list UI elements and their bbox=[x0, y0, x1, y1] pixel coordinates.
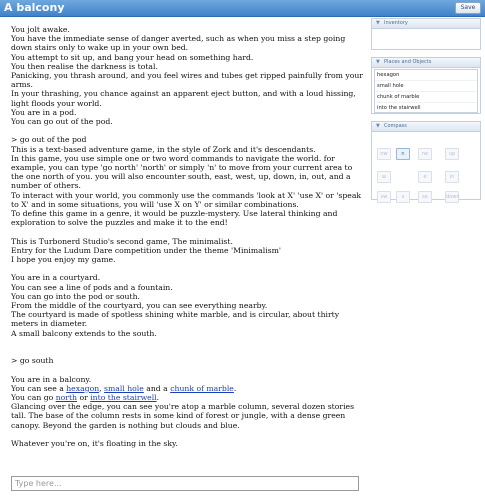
link-north[interactable]: north bbox=[55, 393, 78, 403]
compass-in-button[interactable]: in bbox=[445, 171, 459, 183]
story-line: From the middle of the courtyard, you can see everything nearby. bbox=[11, 301, 268, 311]
story-log bbox=[11, 25, 365, 448]
intro-block bbox=[11, 25, 365, 126]
compass-w-button[interactable]: w bbox=[377, 171, 391, 183]
story-line: You jolt awake. bbox=[11, 25, 70, 34]
compass-down-button[interactable]: down bbox=[445, 191, 459, 203]
link-hexagon[interactable]: hexagon bbox=[66, 383, 100, 393]
story-line: Whatever you're on, it's floating in the sky. bbox=[11, 439, 178, 449]
courtyard-block bbox=[11, 273, 365, 337]
compass-header[interactable] bbox=[372, 122, 480, 132]
story-line: In your thrashing, you chance against an apparent eject button, and with a loud hissing, light floods your world. bbox=[11, 89, 356, 108]
save-button[interactable]: Save bbox=[455, 2, 481, 14]
story-line: You attempt to sit up, and bang your head on something hard. bbox=[11, 52, 254, 62]
command-echo: > go out of the pod bbox=[11, 135, 87, 145]
about-block bbox=[11, 145, 365, 228]
compass-panel bbox=[371, 121, 481, 200]
compass-n-button[interactable]: n bbox=[396, 148, 410, 160]
list-item[interactable]: hexagon bbox=[375, 70, 477, 81]
story-line: In this game, you use simple one or two word commands to navigate the world. for example, you can type 'go north' 'north' or simply 'n' to move from your current area to the one north of you. you will also encounter south, east, west, up, down, in, out, and a number of others. bbox=[11, 153, 353, 191]
story-line: You are in a balcony. bbox=[11, 374, 92, 384]
window-title: A balcony bbox=[4, 1, 65, 14]
compass-sw-button[interactable]: sw bbox=[377, 191, 391, 203]
story-line: You can see a line of pods and a fountain. bbox=[11, 282, 173, 292]
balcony-block bbox=[11, 375, 365, 430]
collapse-icon: ▼ bbox=[376, 20, 380, 26]
compass-se-button[interactable]: se bbox=[418, 191, 432, 203]
story-line: You can go into the pod or south. bbox=[11, 291, 140, 301]
compass-e-button[interactable]: e bbox=[418, 171, 432, 183]
collapse-icon: ▼ bbox=[376, 59, 380, 65]
list-item[interactable]: small hole bbox=[375, 81, 477, 92]
story-line: You are in a pod. bbox=[11, 107, 77, 117]
compass-grid bbox=[372, 136, 480, 198]
story-line: Entry for the Ludum Dare competition under the theme 'Minimalism' bbox=[11, 245, 282, 255]
compass-s-button[interactable]: s bbox=[396, 191, 410, 203]
compass-ne-button[interactable]: ne bbox=[418, 148, 432, 160]
compass-nw-button[interactable]: nw bbox=[377, 148, 391, 160]
go-line bbox=[11, 393, 365, 402]
places-panel bbox=[371, 57, 481, 114]
list-item[interactable]: chunk of marble bbox=[375, 92, 477, 103]
inventory-panel bbox=[371, 18, 481, 50]
story-line: A small balcony extends to the south. bbox=[11, 328, 157, 338]
command-echo: > go south bbox=[11, 356, 54, 366]
command-input[interactable]: Type here... bbox=[11, 476, 359, 491]
story-line: To interact with your world, you commonly use the commands 'look at X' 'use X' or 'speak to X' and in some situations, you will 'use X on Y' or similar combinations. bbox=[11, 190, 362, 209]
list-item[interactable]: into the stairwell bbox=[375, 103, 477, 113]
inventory-title: Inventory bbox=[384, 20, 408, 26]
places-header[interactable] bbox=[372, 58, 480, 68]
separator: . bbox=[156, 393, 160, 403]
inventory-header[interactable] bbox=[372, 19, 480, 29]
link-small-hole[interactable]: small hole bbox=[104, 383, 144, 393]
separator: , bbox=[99, 383, 105, 393]
see-prefix: You can see a bbox=[11, 383, 67, 393]
separator: and a bbox=[143, 383, 171, 393]
collapse-icon: ▼ bbox=[376, 123, 380, 129]
separator: . bbox=[233, 383, 237, 393]
story-line: I hope you enjoy my game. bbox=[11, 255, 116, 265]
story-line: The courtyard is made of spotless shining white marble, and is circular, about thirty meters in diameter. bbox=[11, 310, 340, 329]
story-line: You have the immediate sense of danger averted, such as when you miss a step going down stairs only to wake up in your own bed. bbox=[11, 34, 346, 53]
title-bar bbox=[0, 0, 485, 17]
story-line: This is Turbonerd Studio's second game, The minimalist. bbox=[11, 236, 233, 246]
credits-block bbox=[11, 237, 365, 265]
story-line: You are in a courtyard. bbox=[11, 273, 101, 283]
places-title: Places and Objects bbox=[384, 59, 432, 65]
separator: or bbox=[77, 393, 91, 403]
compass-title: Compass bbox=[384, 123, 407, 129]
link-into-the-stairwell[interactable]: into the stairwell bbox=[90, 393, 157, 403]
story-line: This is a text-based adventure game, in the style of Zork and it's descendants. bbox=[11, 144, 316, 154]
story-line: To define this game in a genre, it would be puzzle-mystery. Use lateral thinking and exploration to solve the puzzles and make it to the end! bbox=[11, 209, 338, 228]
compass-up-button[interactable]: up bbox=[445, 148, 459, 160]
story-line: Panicking, you thrash around, and you feel wires and tubes get ripped painfully from your arms. bbox=[11, 71, 363, 90]
story-line: You can go out of the pod. bbox=[11, 117, 113, 127]
story-line: Glancing over the edge, you can see you're atop a marble column, several dozen stories tall. The base of the column rests in some kind of forest or jungle, with a dense green canopy. Beyond the garden is nothing but clouds and blue. bbox=[11, 402, 355, 430]
places-list[interactable] bbox=[374, 69, 478, 113]
see-line bbox=[11, 384, 365, 393]
go-prefix: You can go bbox=[11, 393, 56, 403]
link-chunk-of-marble[interactable]: chunk of marble bbox=[170, 383, 234, 393]
story-line: You then realise the darkness is total. bbox=[11, 61, 158, 71]
